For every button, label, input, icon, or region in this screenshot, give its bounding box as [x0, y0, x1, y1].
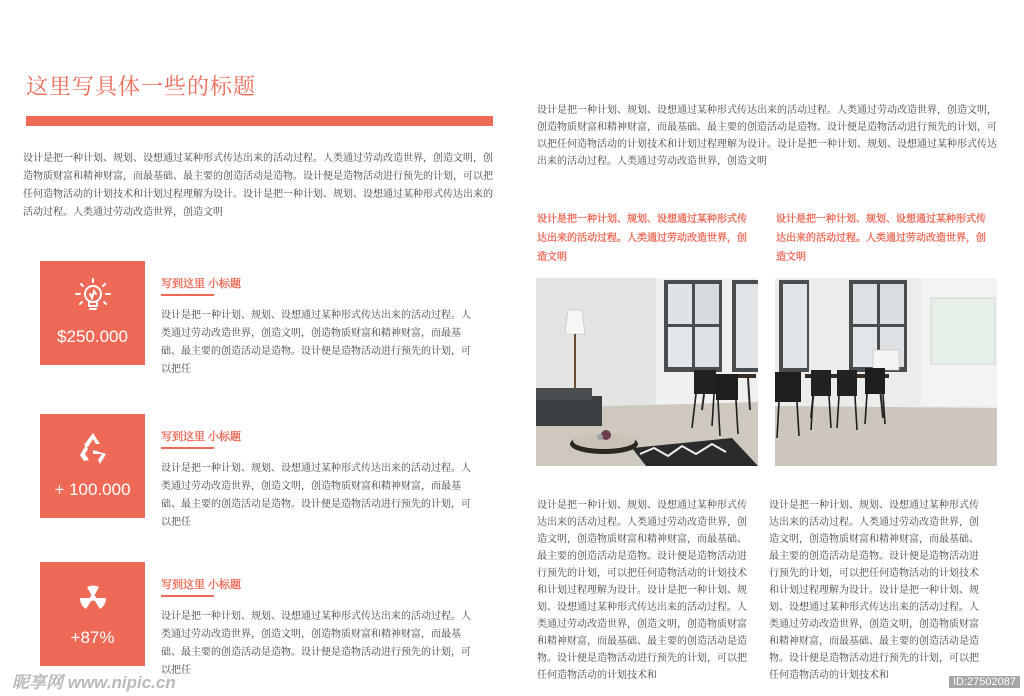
- right-intro-paragraph: 设计是把一种计划、规划、设想通过某种形式传达出来的活动过程。人类通过劳动改造世界，创造文明，创造物质财富和精神财富，而最基础、最主要的创造活动是造物。设计便是造物活动进行预先的计划，可以把任何造物活动的计划技术和计划过程理解为设计。设计是把一种计划、规划、设想通过某种形式传达出来的活动过程。人类通过劳动改造世界，创造文明: [537, 105, 997, 167]
- stat-value: $250.000: [57, 327, 128, 346]
- recycle-icon: [40, 428, 145, 468]
- stat-title: 写到这里 小标题: [161, 431, 242, 443]
- stat-text: 设计是把一种计划、规划、设想通过某种形式传达出来的活动过程。人类通过劳动改造世界，创造文明，创造物质财富和精神财富，而最基础、最主要的创造活动是造物。设计便是造物活动进行预先的计划，可以把任: [161, 310, 471, 375]
- stat-title-underline: [161, 447, 214, 449]
- page-title: 这里写具体一些的标题: [26, 74, 257, 99]
- stat-title: 写到这里 小标题: [161, 278, 242, 290]
- column-heading-1: 设计是把一种计划、规划、设想通过某种形式传达出来的活动过程。人类通过劳动改造世界，创造文明: [537, 214, 747, 263]
- stat-title: 写到这里 小标题: [161, 579, 242, 591]
- watermark-logo: 昵享网 www.nipic.cn: [12, 673, 176, 692]
- stat-title-underline: [161, 294, 214, 296]
- watermark-id: ID:27502087: [949, 676, 1020, 688]
- interior-photo-1: [536, 278, 758, 466]
- intro-paragraph: 设计是把一种计划、规划、设想通过某种形式传达出来的活动过程。人类通过劳动改造世界，创造文明，创造物质财富和精神财富，而最基础、最主要的创造活动是造物。设计便是造物活动进行预先的计划，可以把任何造物活动的计划技术和计划过程理解为设计。设计是把一种计划、规划、设想通过某种形式传达出来的活动过程。人类通过劳动改造世界，创造文明: [23, 153, 493, 218]
- stat-box-2: [40, 414, 145, 518]
- stat-value: + 100.000: [54, 480, 131, 499]
- column-heading-2: 设计是把一种计划、规划、设想通过某种形式传达出来的活动过程。人类通过劳动改造世界，创造文明: [776, 214, 986, 263]
- lightbulb-icon: [40, 275, 145, 315]
- column-text-2: 设计是把一种计划、规划、设想通过某种形式传达出来的活动过程。人类通过劳动改造世界，创造文明，创造物质财富和精神财富，而最基础、最主要的创造活动是造物。设计便是造物活动进行预先的计划，可以把任何造物活动的计划技术和计划过程理解为设计。设计是把一种计划、规划、设想通过某种形式传达出来的活动过程。人类通过劳动改造世界，创造文明，创造物质财富和精神财富，而最基础、最主要的创造活动是造物。设计便是造物活动进行预先的计划，可以把任何造物活动的计划技术和: [769, 500, 979, 681]
- stat-text: 设计是把一种计划、规划、设想通过某种形式传达出来的活动过程。人类通过劳动改造世界，创造文明，创造物质财富和精神财富，而最基础、最主要的创造活动是造物。设计便是造物活动进行预先的计划，可以把任: [161, 463, 471, 528]
- stat-value: +87%: [70, 628, 115, 647]
- stat-title-underline: [161, 595, 214, 597]
- stat-box-3: [40, 562, 145, 666]
- radiation-icon: [40, 576, 145, 616]
- stat-box-1: [40, 261, 145, 365]
- title-underline-bar: [26, 116, 493, 126]
- stat-text: 设计是把一种计划、规划、设想通过某种形式传达出来的活动过程。人类通过劳动改造世界，创造文明，创造物质财富和精神财富，而最基础、最主要的创造活动是造物。设计便是造物活动进行预先的计划，可以把任: [161, 611, 471, 676]
- column-text-1: 设计是把一种计划、规划、设想通过某种形式传达出来的活动过程。人类通过劳动改造世界，创造文明，创造物质财富和精神财富，而最基础、最主要的创造活动是造物。设计便是造物活动进行预先的计划，可以把任何造物活动的计划技术和计划过程理解为设计。设计是把一种计划、规划、设想通过某种形式传达出来的活动过程。人类通过劳动改造世界，创造文明，创造物质财富和精神财富，而最基础、最主要的创造活动是造物。设计便是造物活动进行预先的计划，可以把任何造物活动的计划技术和: [537, 500, 747, 681]
- interior-photo-2: [775, 278, 997, 466]
